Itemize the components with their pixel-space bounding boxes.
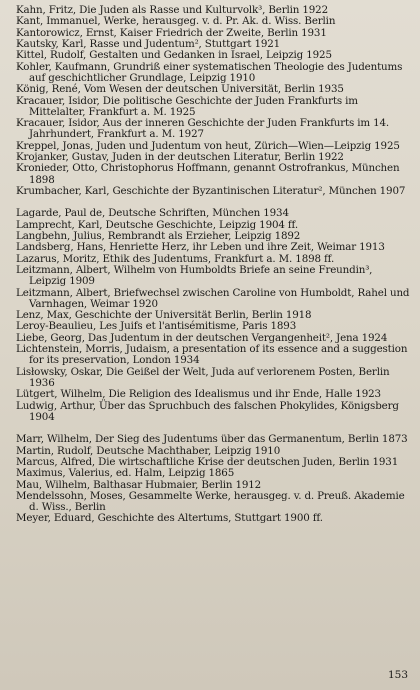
page-number: 153 [387,669,408,681]
bib-entry: Martin, Rudolf, Deutsche Machthaber, Leipzig 1910 [16,444,281,457]
bib-entry: Meyer, Eduard, Geschichte des Altertums, Stuttgart 1900 ff. [16,512,323,525]
bib-entry: Lichtenstein, Morris, Judaism, a presentation of its essence and a suggestion for its preservation, London 1934 [16,343,408,367]
bib-entry: Landsberg, Hans, Henriette Herz, ihr Leben und ihre Zeit, Weimar 1913 [16,241,385,254]
bib-entry: Langbehn, Julius, Rembrandt als Erzieher, Leipzig 1892 [16,229,301,242]
bib-entry: Lamprecht, Karl, Deutsche Geschichte, Leipzig 1904 ff. [16,218,298,231]
bib-entry: Marcus, Alfred, Die wirtschaftliche Krise der deutschen Juden, Berlin 1931 [16,455,399,468]
bib-entry: Lisłowsky, Oskar, Die Geißel der Welt, Juda auf verlorenem Posten, Berlin 1936 [16,365,390,389]
bibliography-group-k [16,5,412,197]
bib-entry: Kreppel, Jonas, Juden und Judentum von heut, Zürich—Wien—Leipzig 1925 [16,139,400,152]
bib-entry: Ludwig, Arthur, Über das Spruchbuch des falschen Phokylides, Königsberg 1904 [16,399,399,423]
bib-entry: Mendelssohn, Moses, Gesammelte Werke, herausgeg. v. d. Preuß. Akademie d. Wiss., Berlin [16,489,405,514]
bib-entry: Leitzmann, Albert, Briefwechsel zwischen Caroline von Humboldt, Rahel und Varnhagen, Weimar 1920 [16,286,410,310]
bib-entry: Mau, Wilhelm, Balthasar Hubmaier, Berlin 1912 [16,478,262,491]
bibliography-group-m [16,434,412,525]
bib-entry: Liebe, Georg, Das Judentum in der deutschen Vergangenheit², Jena 1924 [16,331,388,344]
bib-entry: Kittel, Rudolf, Gestalten und Gedanken in Israel, Leipzig 1925 [16,49,332,62]
bib-entry: Kronieder, Otto, Christophorus Hoffmann, genannt Ostrofrankus, München 1898 [16,162,400,186]
bib-entry: Kant, Immanuel, Werke, herausgeg. v. d. Pr. Ak. d. Wiss. Berlin [16,15,336,28]
bib-entry: König, René, Vom Wesen der deutschen Universität, Berlin 1935 [16,83,344,96]
bib-entry: Lütgert, Wilhelm, Die Religion des Idealismus und ihr Ende, Halle 1923 [16,388,381,401]
bib-entry: Krojanker, Gustav, Juden in der deutschen Literatur, Berlin 1922 [16,151,344,164]
bib-entry: Kantorowicz, Ernst, Kaiser Friedrich der Zweite, Berlin 1931 [16,26,327,39]
bib-entry: Kracauer, Isidor, Die politische Geschichte der Juden Frankfurts im Mittelalter, Frankfurt a. M. 1925 [16,94,358,118]
bib-entry: Lazarus, Moritz, Ethik des Judentums, Frankfurt a. M. 1898 ff. [16,252,335,265]
bib-entry: Kracauer, Isidor, Aus der inneren Geschichte der Juden Frankfurts im 14. Jahrhundert, Frankfurt a. M. 1927 [16,117,390,141]
bib-entry: Lenz, Max, Geschichte der Universität Berlin, Berlin 1918 [16,309,312,322]
bib-entry: Kahn, Fritz, Die Juden als Rasse und Kulturvolk³, Berlin 1922 [16,4,328,16]
bib-entry: Leitzmann, Albert, Wilhelm von Humboldts Briefe an seine Freundin³, Leipzig 1909 [16,263,373,288]
bibliography-list [16,5,412,536]
bib-entry: Maximus, Valerius, ed. Halm, Leipzig 1865 [16,467,235,480]
bib-entry: Krumbacher, Karl, Geschichte der Byzantinischen Literatur², München 1907 [16,185,406,197]
bib-entry: Marr, Wilhelm, Der Sieg des Judentums über das Germanentum, Berlin 1873 [16,433,408,446]
bib-entry: Kohler, Kaufmann, Grundriß einer systematischen Theologie des Judentums auf geschichtlicher Grundlage, Leipzig 1910 [16,60,403,84]
bibliography-group-l [16,208,412,423]
bib-entry: Leroy-Beaulieu, Les Juifs et l'antisémitisme, Paris 1893 [16,320,297,333]
bib-entry: Lagarde, Paul de, Deutsche Schriften, München 1934 [16,207,289,220]
bib-entry: Kautsky, Karl, Rasse und Judentum², Stuttgart 1921 [16,37,281,50]
